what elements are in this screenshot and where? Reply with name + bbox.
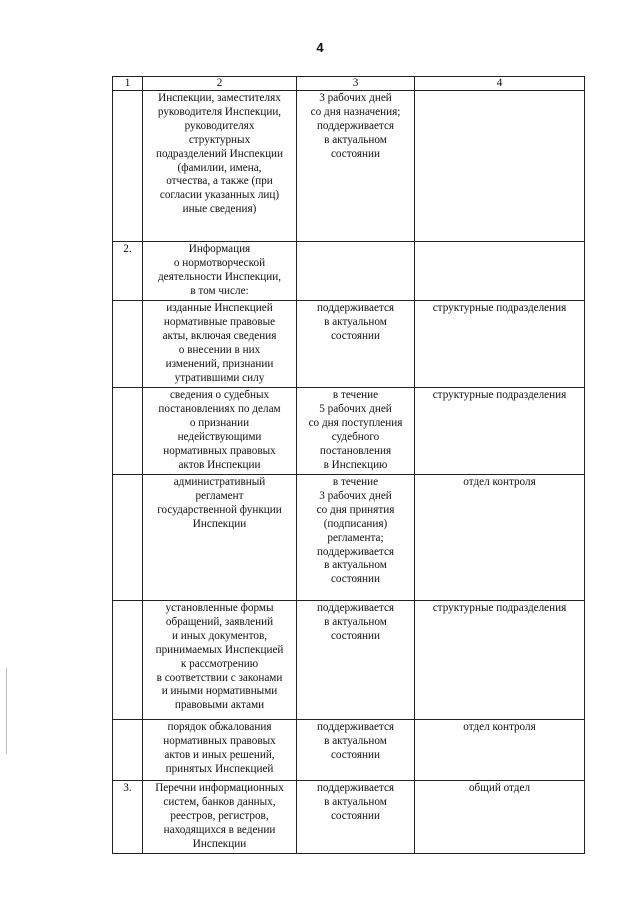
document-table	[112, 76, 585, 854]
row-deadline: поддерживается в актуальном состоянии	[297, 720, 415, 781]
row-description: административный регламент государственной функции Инспекции	[143, 475, 297, 601]
table-row	[113, 781, 585, 854]
row-deadline: в течение 5 рабочих дней со дня поступления судебного постановления в Инспекцию	[297, 388, 415, 475]
row-responsible: отдел контроля	[415, 720, 585, 781]
table-row	[113, 388, 585, 475]
column-header-responsible: 4	[415, 77, 585, 91]
row-deadline: поддерживается в актуальном состоянии	[297, 301, 415, 388]
column-header-number: 1	[113, 77, 143, 91]
row-description: изданные Инспекцией нормативные правовые акты, включая сведения о внесении в них изменений, признании утратившими силу	[143, 301, 297, 388]
row-deadline	[297, 242, 415, 301]
row-number: 3.	[113, 781, 143, 854]
row-description: Инспекции, заместителях руководителя Инспекции, руководителях структурных подразделений Инспекции (фамилии, имена, отчества, а также (при согласии указанных лиц) иные сведения)	[143, 91, 297, 242]
row-responsible: структурные подразделения	[415, 388, 585, 475]
row-responsible: отдел контроля	[415, 475, 585, 601]
row-responsible	[415, 91, 585, 242]
row-deadline: поддерживается в актуальном состоянии	[297, 781, 415, 854]
row-responsible: структурные подразделения	[415, 301, 585, 388]
column-header-deadline: 3	[297, 77, 415, 91]
table-row	[113, 301, 585, 388]
scan-artifact-line	[6, 668, 7, 754]
row-description: установленные формы обращений, заявлений и иных документов, принимаемых Инспекцией к рассмотрению в соответствии с законами и иными нормативными правовыми актами	[143, 601, 297, 720]
page-number: 4	[316, 40, 324, 55]
table-row	[113, 720, 585, 781]
column-header-description: 2	[143, 77, 297, 91]
row-description: порядок обжалования нормативных правовых актов и иных решений, принятых Инспекцией	[143, 720, 297, 781]
table-row	[113, 475, 585, 601]
row-number	[113, 475, 143, 601]
table-row	[113, 91, 585, 242]
row-responsible: структурные подразделения	[415, 601, 585, 720]
row-number	[113, 720, 143, 781]
table-header-row	[113, 77, 585, 91]
row-deadline: в течение 3 рабочих дней со дня принятия (подписания) регламента; поддерживается в актуальном состоянии	[297, 475, 415, 601]
row-number	[113, 91, 143, 242]
row-description: сведения о судебных постановлениях по делам о признании недействующими нормативных правовых актов Инспекции	[143, 388, 297, 475]
row-number	[113, 388, 143, 475]
row-number	[113, 601, 143, 720]
row-number	[113, 301, 143, 388]
row-number: 2.	[113, 242, 143, 301]
row-deadline: 3 рабочих дней со дня назначения; поддерживается в актуальном состоянии	[297, 91, 415, 242]
row-deadline: поддерживается в актуальном состоянии	[297, 601, 415, 720]
table-row	[113, 601, 585, 720]
row-responsible: общий отдел	[415, 781, 585, 854]
row-description: Перечни информационных систем, банков данных, реестров, регистров, находящихся в ведении Инспекции	[143, 781, 297, 854]
row-description: Информация о нормотворческой деятельности Инспекции, в том числе:	[143, 242, 297, 301]
table-row	[113, 242, 585, 301]
row-responsible	[415, 242, 585, 301]
